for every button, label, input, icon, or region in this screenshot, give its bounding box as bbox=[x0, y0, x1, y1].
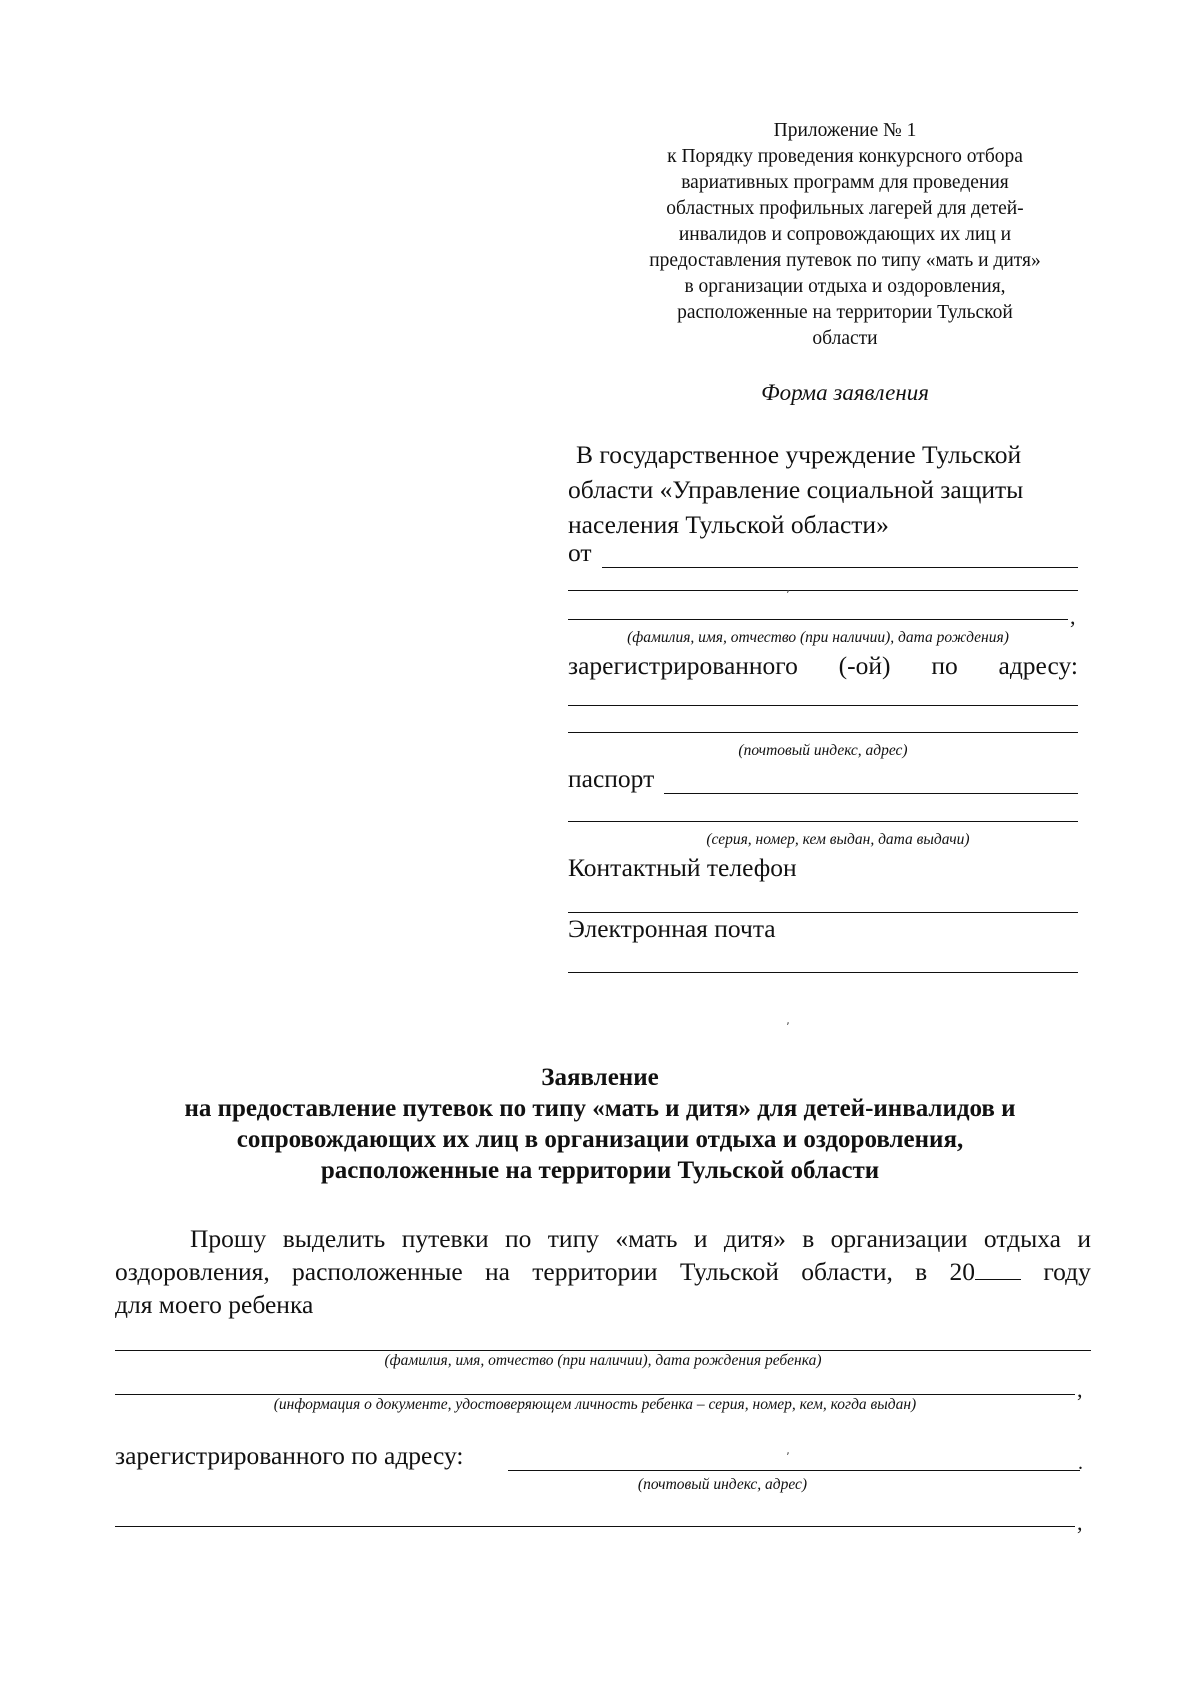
title-line: расположенные на территории Тульской области bbox=[320, 1157, 880, 1184]
email-blank-line[interactable] bbox=[568, 972, 1078, 973]
registered-label bbox=[568, 651, 1078, 681]
scan-speck: ٬ bbox=[786, 1020, 790, 1034]
body-word: и bbox=[693, 1224, 708, 1253]
body-word: области, bbox=[801, 1257, 893, 1286]
appendix-line: инвалидов и сопровождающих их лиц и bbox=[678, 224, 1012, 245]
body-word: путевки bbox=[401, 1224, 489, 1253]
child-registered-label: зарегистрированного по адресу: bbox=[115, 1441, 464, 1470]
addressee-line: области «Управление социальной защиты bbox=[568, 475, 1024, 504]
body-word: оздоровления, bbox=[115, 1257, 270, 1286]
body-word: типу bbox=[547, 1224, 599, 1253]
body-word: по bbox=[505, 1224, 532, 1253]
body-word: Прошу bbox=[190, 1224, 267, 1253]
addressee-line: В государственное учреждение Тульской bbox=[576, 440, 1022, 469]
from-field[interactable] bbox=[568, 540, 1078, 570]
from-underline bbox=[602, 567, 1078, 568]
address-blank-line[interactable] bbox=[568, 732, 1078, 733]
child-doc-hint: (информация о документе, удостоверяющем личность ребенка – серия, номер, кем, когда выдан) bbox=[273, 1396, 917, 1413]
period-mark: . bbox=[1078, 1452, 1083, 1474]
registered-word: зарегистрированного bbox=[568, 651, 798, 680]
year-prefix: 20 bbox=[949, 1257, 976, 1286]
body-word: отдыха bbox=[983, 1224, 1061, 1253]
addressee-block bbox=[568, 437, 1078, 542]
body-word: Тульской bbox=[679, 1257, 779, 1286]
scan-speck: ٬ bbox=[786, 1450, 790, 1464]
child-address-hint: (почтовый индекс, адрес) bbox=[637, 1476, 808, 1493]
body-word: году bbox=[1043, 1257, 1091, 1286]
child-address-blank-line[interactable] bbox=[115, 1526, 1075, 1527]
body-word: расположенные bbox=[292, 1257, 463, 1286]
passport-hint: (серия, номер, кем выдан, дата выдачи) bbox=[706, 831, 970, 848]
appendix-line: области bbox=[812, 328, 878, 349]
registered-word: по bbox=[931, 651, 958, 680]
passport-underline bbox=[664, 793, 1078, 794]
appendix-line: к Порядку проведения конкурсного отбора bbox=[667, 146, 1023, 167]
registered-word: адресу: bbox=[998, 651, 1078, 680]
scan-speck: ٬ bbox=[786, 588, 790, 602]
address-blank-line[interactable] bbox=[568, 705, 1078, 706]
child-fio-hint: (фамилия, имя, отчество (при наличии), дата рождения ребенка) bbox=[384, 1352, 822, 1369]
body-word: на bbox=[485, 1257, 510, 1286]
child-address-underline bbox=[508, 1470, 1080, 1471]
appendix-line: расположенные на территории Тульской bbox=[677, 302, 1013, 323]
comma-mark: , bbox=[1077, 1377, 1083, 1402]
phone-label: Контактный телефон bbox=[568, 853, 797, 882]
email-field bbox=[568, 916, 1078, 946]
body-line-1 bbox=[115, 1222, 1091, 1255]
body-word: организации bbox=[830, 1224, 968, 1253]
body-line-3: для моего ребенка bbox=[115, 1290, 314, 1319]
addressee-line: населения Тульской области» bbox=[568, 510, 889, 539]
body-line-2 bbox=[115, 1255, 1091, 1288]
appendix-line: предоставления путевок по типу «мать и дитя» bbox=[649, 250, 1041, 271]
fio-hint: (фамилия, имя, отчество (при наличии), дата рождения) bbox=[627, 629, 1009, 646]
application-body bbox=[115, 1222, 1091, 1321]
phone-blank-line[interactable] bbox=[568, 912, 1078, 913]
body-word: и bbox=[1077, 1224, 1091, 1253]
appendix-line: областных профильных лагерей для детей- bbox=[666, 198, 1024, 219]
title-line: на предоставление путевок по типу «мать и дитя» для детей-инвалидов и bbox=[184, 1095, 1016, 1122]
application-title bbox=[110, 1062, 1090, 1186]
appendix-header bbox=[610, 118, 1080, 352]
passport-field[interactable] bbox=[568, 766, 1078, 796]
email-label: Электронная почта bbox=[568, 914, 776, 943]
child-doc-blank-line[interactable] bbox=[115, 1394, 1075, 1395]
phone-field bbox=[568, 855, 1078, 885]
appendix-line: Приложение № 1 bbox=[773, 120, 917, 141]
passport-blank-line[interactable] bbox=[568, 821, 1078, 822]
appendix-line: вариативных программ для проведения bbox=[681, 172, 1009, 193]
comma-mark: , bbox=[1077, 1510, 1083, 1535]
body-word: в bbox=[802, 1224, 815, 1253]
from-label: от bbox=[568, 538, 592, 567]
title-line: Заявление bbox=[541, 1064, 659, 1091]
registered-word: (-ой) bbox=[838, 651, 891, 680]
body-word: выделить bbox=[282, 1224, 386, 1253]
form-name: Форма заявления bbox=[761, 380, 929, 405]
address-hint: (почтовый индекс, адрес) bbox=[738, 742, 908, 759]
fio-blank-line[interactable] bbox=[568, 590, 1078, 591]
year-field[interactable] bbox=[950, 1255, 1022, 1288]
passport-label: паспорт bbox=[568, 764, 655, 793]
body-word: «мать bbox=[615, 1224, 678, 1253]
appendix-line: в организации отдыха и оздоровления, bbox=[684, 276, 1006, 297]
title-line: сопровождающих их лиц в организации отдыха и оздоровления, bbox=[236, 1126, 964, 1153]
child-fio-blank-line[interactable] bbox=[115, 1350, 1091, 1351]
year-blank[interactable] bbox=[975, 1259, 1021, 1280]
fio-blank-line[interactable] bbox=[568, 619, 1068, 620]
comma-mark: , bbox=[1070, 604, 1076, 629]
child-address-field[interactable] bbox=[115, 1443, 1080, 1473]
body-word: дитя» bbox=[723, 1224, 786, 1253]
body-word: территории bbox=[532, 1257, 658, 1286]
body-word: в bbox=[915, 1257, 928, 1286]
